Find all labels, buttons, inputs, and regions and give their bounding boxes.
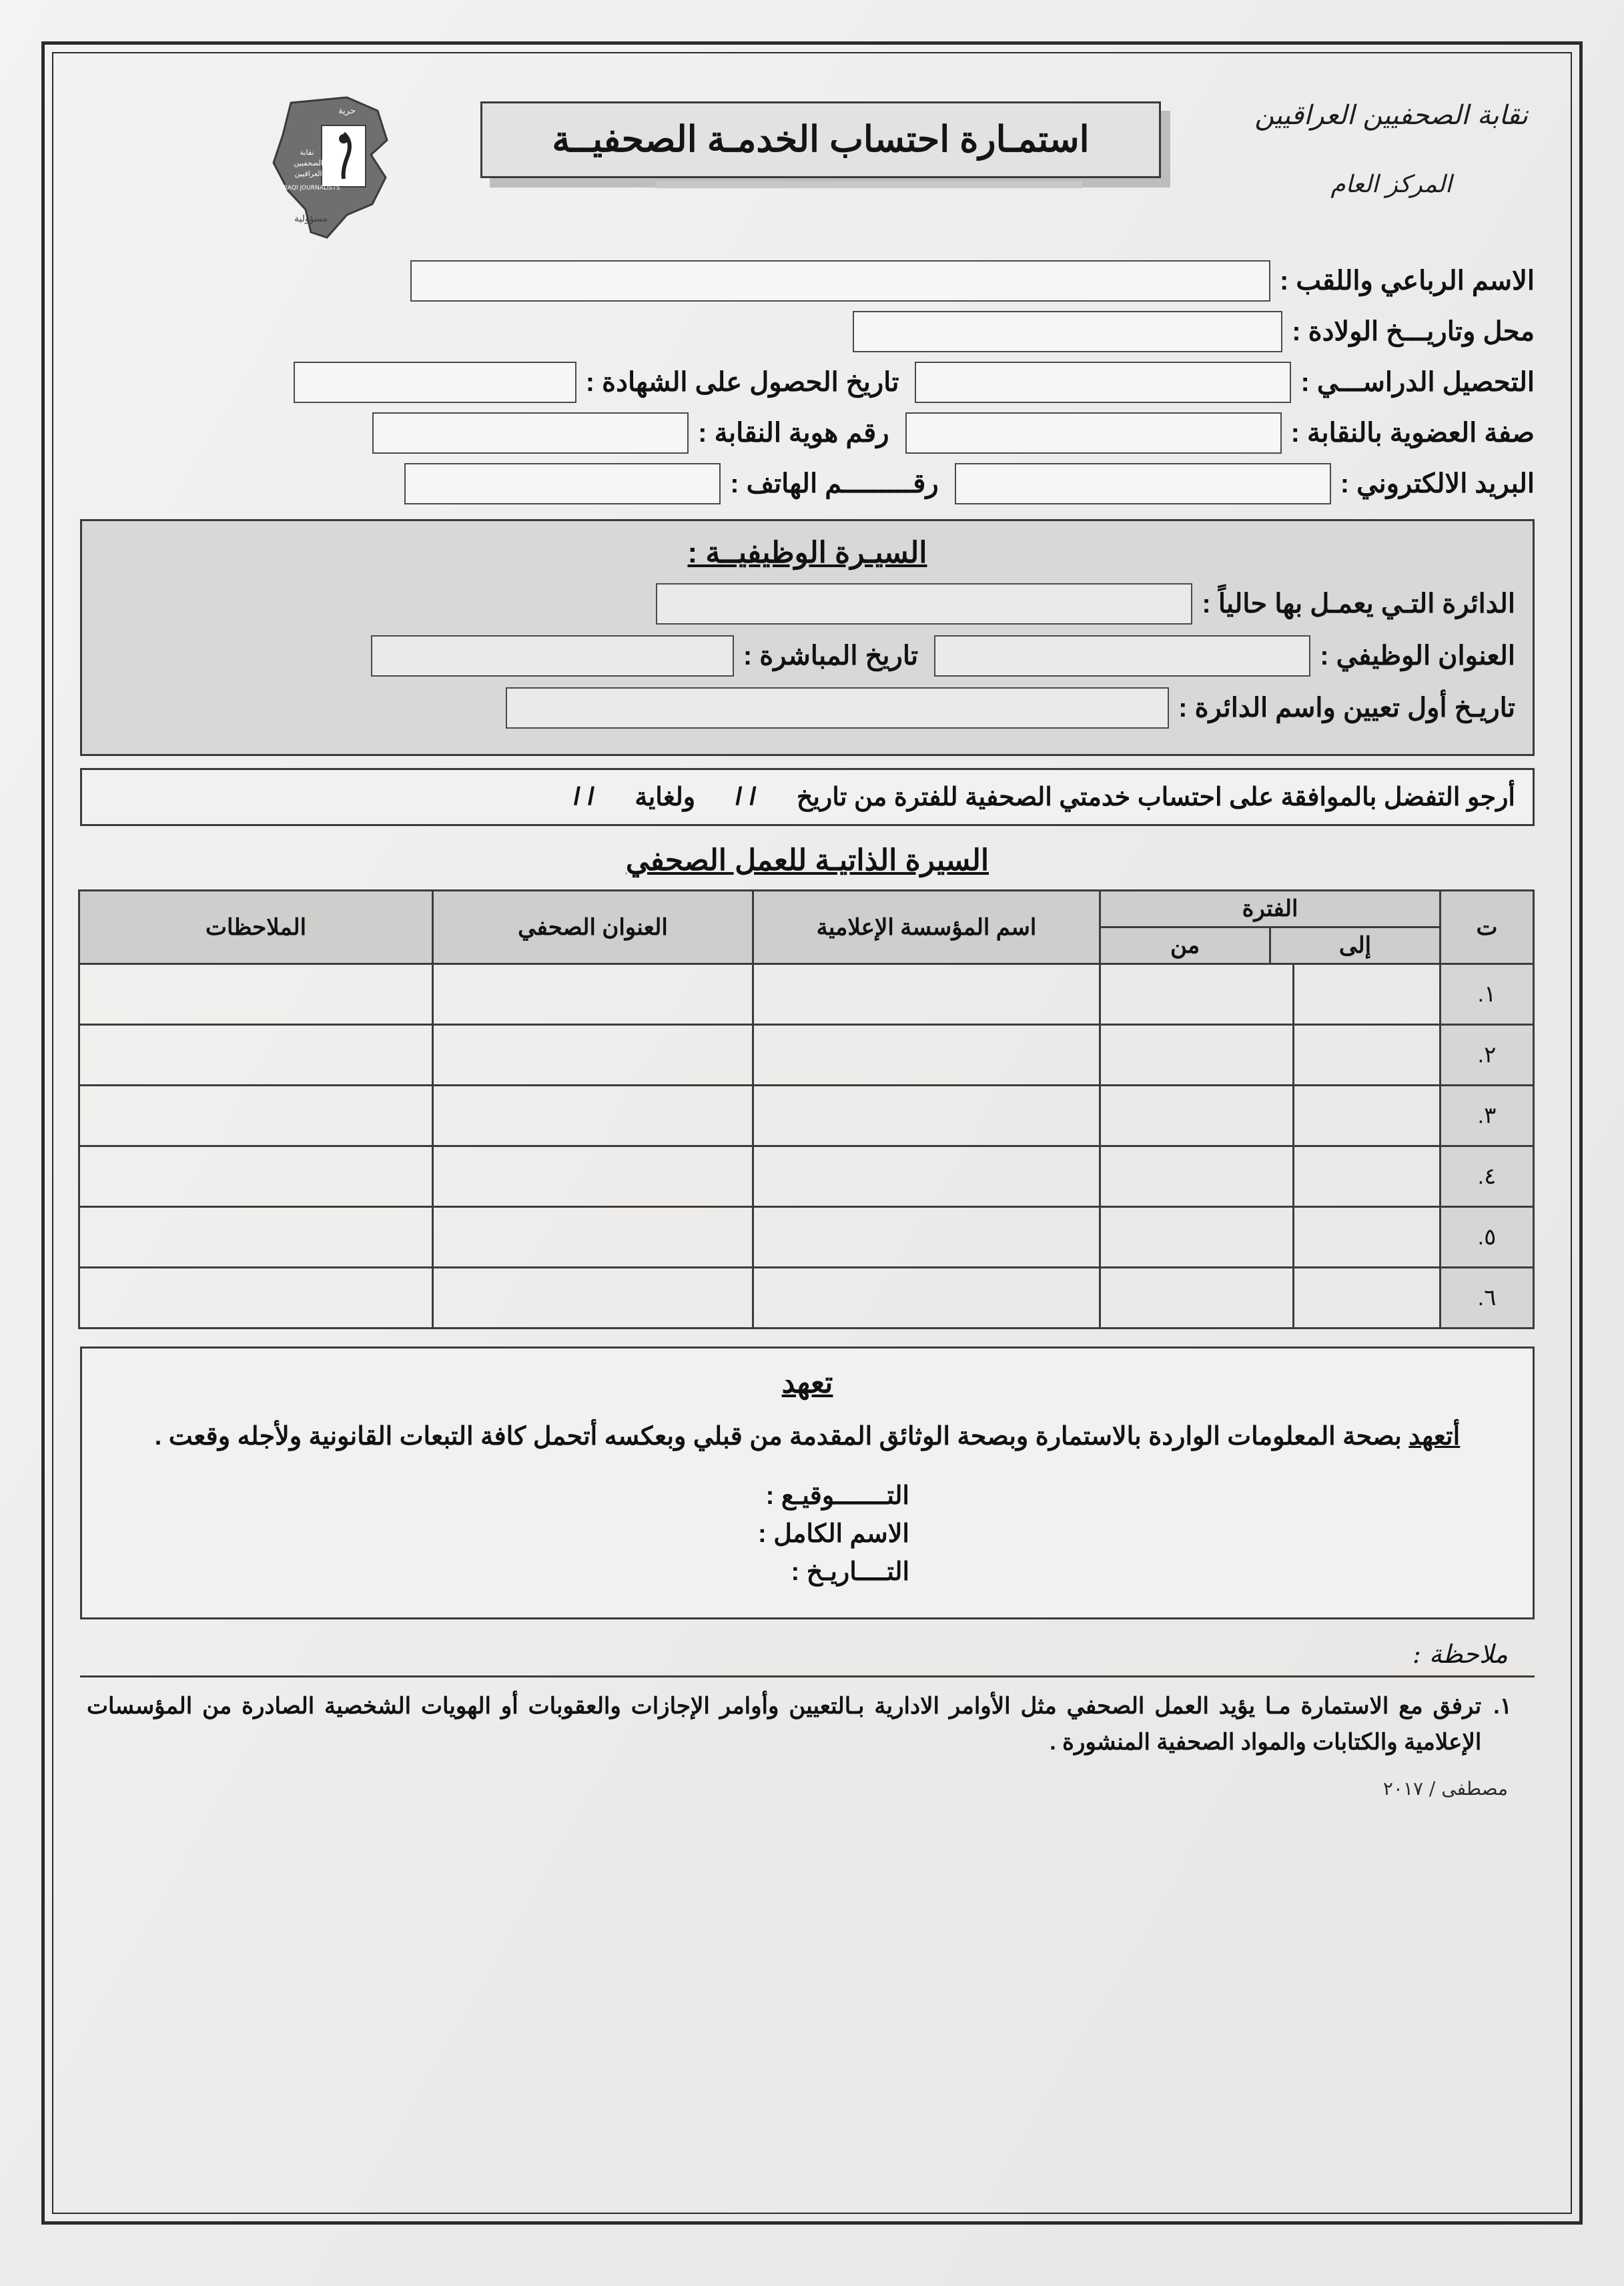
frame-corner-top-right: [1549, 41, 1583, 75]
cv-cell-from[interactable]: [1294, 1025, 1441, 1086]
cv-cell-job-title[interactable]: [433, 964, 753, 1025]
cv-header-job-title: العنوان الصحفي: [433, 891, 753, 964]
cv-table: [78, 889, 1535, 1329]
cv-cell-from[interactable]: [1294, 1146, 1441, 1207]
cv-cell-job-title[interactable]: [433, 1146, 753, 1207]
svg-text:IRAQI JOURNALISTS: IRAQI JOURNALISTS: [282, 185, 340, 192]
cv-cell-to[interactable]: [1100, 1086, 1294, 1146]
table-row: [79, 964, 1534, 1025]
frame-corner-top-left: [41, 41, 75, 75]
row-current-department: [99, 583, 1515, 625]
cv-cell-notes[interactable]: [79, 1146, 433, 1207]
cv-table-header-row: [79, 891, 1534, 964]
request-to-value[interactable]: / /: [573, 783, 595, 811]
cv-cell-org[interactable]: [753, 1025, 1100, 1086]
cv-cell-index: ٣.: [1441, 1086, 1534, 1146]
cv-cell-from[interactable]: [1294, 1086, 1441, 1146]
cv-cell-job-title[interactable]: [433, 1086, 753, 1146]
current-department-label: الدائرة التـي يعمـل بها حالياً :: [1202, 589, 1515, 619]
svg-text:نقابة: نقابة: [300, 148, 314, 157]
row-name: [80, 260, 1535, 302]
notes-divider: [80, 1675, 1535, 1677]
row-first-appointment: [99, 687, 1515, 729]
cv-cell-org[interactable]: [753, 1207, 1100, 1268]
row-fullname: [105, 1519, 1510, 1549]
cv-cell-job-title[interactable]: [433, 1025, 753, 1086]
career-section: [80, 519, 1535, 756]
cv-table-body: [79, 964, 1534, 1328]
table-row: [79, 1268, 1534, 1328]
cv-header-notes: الملاحظات: [79, 891, 433, 964]
cv-cell-index: ١.: [1441, 964, 1534, 1025]
career-section-title: السيـرة الوظيفيــة :: [687, 536, 927, 569]
pledge-title: تعهد: [781, 1367, 833, 1399]
request-from-value[interactable]: / /: [735, 783, 757, 811]
cv-cell-from[interactable]: [1294, 1268, 1441, 1328]
date-label: التــــاريـخ :: [791, 1557, 909, 1586]
page-title: استمـارة احتساب الخدمـة الصحفيــة: [552, 119, 1090, 159]
email-label: البريد الالكتروني :: [1340, 469, 1535, 498]
row-signature: [105, 1481, 1510, 1511]
cv-cell-org[interactable]: [753, 964, 1100, 1025]
membership-id-label: رقم هوية النقابة :: [698, 418, 889, 448]
organization-name-line1: نقابة الصحفيين العراقيين: [1254, 100, 1528, 131]
phone-input[interactable]: [404, 463, 721, 504]
cv-cell-index: ٤.: [1441, 1146, 1534, 1207]
cv-cell-to[interactable]: [1100, 1207, 1294, 1268]
cv-cell-org[interactable]: [753, 1268, 1100, 1328]
row-job-title: [99, 635, 1515, 677]
cv-cell-to[interactable]: [1100, 1025, 1294, 1086]
cv-cell-org[interactable]: [753, 1146, 1100, 1207]
cv-cell-index: ٢.: [1441, 1025, 1534, 1086]
current-department-input[interactable]: [656, 583, 1192, 625]
cv-cell-notes[interactable]: [79, 964, 433, 1025]
job-title-input[interactable]: [934, 635, 1310, 677]
education-label: التحصيل الدراســـي :: [1300, 368, 1535, 397]
cv-cell-notes[interactable]: [79, 1268, 433, 1328]
cv-cell-notes[interactable]: [79, 1207, 433, 1268]
table-row: [79, 1146, 1534, 1207]
title-underline-bar: [655, 181, 1082, 188]
note-item: [80, 1688, 1535, 1761]
cv-cell-from[interactable]: [1294, 1207, 1441, 1268]
note-item-text: ترفق مع الاستمارة مـا يؤيد العمل الصحفي مثل الأوامر الادارية بـالتعيين وأوامر الإجازات والعقوبات أو الهويات الشخصية الصادرة من المؤسسات الإعلامية والكتابات والمواد الصحفية المنشورة .: [87, 1693, 1482, 1756]
table-row: [79, 1025, 1534, 1086]
cv-header-period-label: الفترة: [1101, 891, 1439, 928]
first-appointment-label: تاريـخ أول تعيين واسم الدائرة :: [1178, 693, 1515, 723]
row-contact: [80, 463, 1535, 504]
footer-signature: مصطفى / ٢٠١٧: [1382, 1778, 1508, 1800]
row-education: [80, 362, 1535, 403]
pledge-body-text: بصحة المعلومات الواردة بالاستمارة وبصحة الوثائق المقدمة من قبلي وبعكسه أتحمل كافة التبعات القانونية ولأجله وقعت .: [154, 1423, 1409, 1451]
form-content: [80, 87, 1535, 1800]
membership-id-input[interactable]: [372, 412, 689, 454]
cv-header-index: ت: [1441, 891, 1534, 964]
name-input[interactable]: [410, 260, 1270, 302]
cv-cell-to[interactable]: [1100, 1268, 1294, 1328]
cv-table-title: السيرة الذاتيـة للعمل الصحفي: [625, 844, 989, 877]
pledge-lead-word: أتعهد: [1408, 1423, 1461, 1451]
form-title-box: [480, 101, 1161, 178]
request-text: أرجو التفضل بالموافقة على احتساب خدمتي الصحفية للفترة من تاريخ: [796, 783, 1515, 811]
certificate-date-input[interactable]: [294, 362, 576, 403]
notes-heading: ملاحظة :: [1412, 1639, 1508, 1669]
cv-header-org: اسم المؤسسة الإعلامية: [753, 891, 1100, 964]
cv-cell-to[interactable]: [1100, 1146, 1294, 1207]
birth-input[interactable]: [853, 311, 1282, 352]
cv-cell-to[interactable]: [1100, 964, 1294, 1025]
start-date-input[interactable]: [371, 635, 734, 677]
form-header: [80, 87, 1535, 254]
row-membership: [80, 412, 1535, 454]
table-row: [79, 1207, 1534, 1268]
svg-text:الصحفيين: الصحفيين: [294, 159, 323, 167]
organization-name: [1254, 100, 1528, 198]
membership-type-label: صفة العضوية بالنقابة :: [1290, 418, 1535, 448]
cv-header-period-from: من: [1170, 933, 1200, 958]
education-input[interactable]: [915, 362, 1291, 403]
frame-corner-bottom-right: [1549, 2191, 1583, 2225]
start-date-label: تاريخ المباشرة :: [743, 641, 919, 671]
name-label: الاسم الرباعي واللقب :: [1280, 266, 1535, 296]
fullname-label: الاسم الكامل :: [758, 1519, 909, 1548]
job-title-label: العنوان الوظيفي :: [1320, 641, 1515, 671]
svg-text:العراقيين: العراقيين: [294, 169, 322, 178]
svg-text:حرية: حرية: [338, 106, 356, 116]
iraq-map-logo-icon: [247, 91, 447, 258]
signature-rows: [105, 1481, 1510, 1587]
email-input[interactable]: [955, 463, 1331, 504]
cv-cell-index: ٦.: [1441, 1268, 1534, 1328]
request-line: [80, 768, 1535, 826]
signature-label: التـــــــوقيـع :: [765, 1481, 909, 1510]
cv-cell-from[interactable]: [1294, 964, 1441, 1025]
request-to-label: ولغاية: [635, 783, 696, 811]
row-date: [105, 1557, 1510, 1587]
cv-cell-notes[interactable]: [79, 1086, 433, 1146]
cv-cell-job-title[interactable]: [433, 1207, 753, 1268]
frame-corner-bottom-left: [41, 2191, 75, 2225]
svg-text:مسؤولية: مسؤولية: [294, 214, 328, 224]
organization-name-line2: المركز العام: [1330, 171, 1452, 198]
phone-label: رقـــــــــم الهاتف :: [730, 469, 939, 498]
cv-cell-job-title[interactable]: [433, 1268, 753, 1328]
cv-cell-notes[interactable]: [79, 1025, 433, 1086]
note-item-number: ١.: [1493, 1693, 1512, 1719]
title-wrapper: [480, 101, 1161, 178]
row-birth: [80, 311, 1535, 352]
cv-header-period-to: إلى: [1269, 928, 1439, 963]
birth-label: محل وتاريـــخ الولادة :: [1292, 317, 1535, 346]
table-row: [79, 1086, 1534, 1146]
cv-header-period: [1100, 891, 1441, 964]
pledge-section: [80, 1347, 1535, 1619]
cv-cell-index: ٥.: [1441, 1207, 1534, 1268]
cv-cell-org[interactable]: [753, 1086, 1100, 1146]
membership-type-input[interactable]: [905, 412, 1282, 454]
personal-fields: [80, 260, 1535, 504]
certificate-date-label: تاريخ الحصول على الشهادة :: [585, 368, 899, 397]
first-appointment-input[interactable]: [506, 687, 1169, 729]
pledge-body: [105, 1416, 1510, 1458]
